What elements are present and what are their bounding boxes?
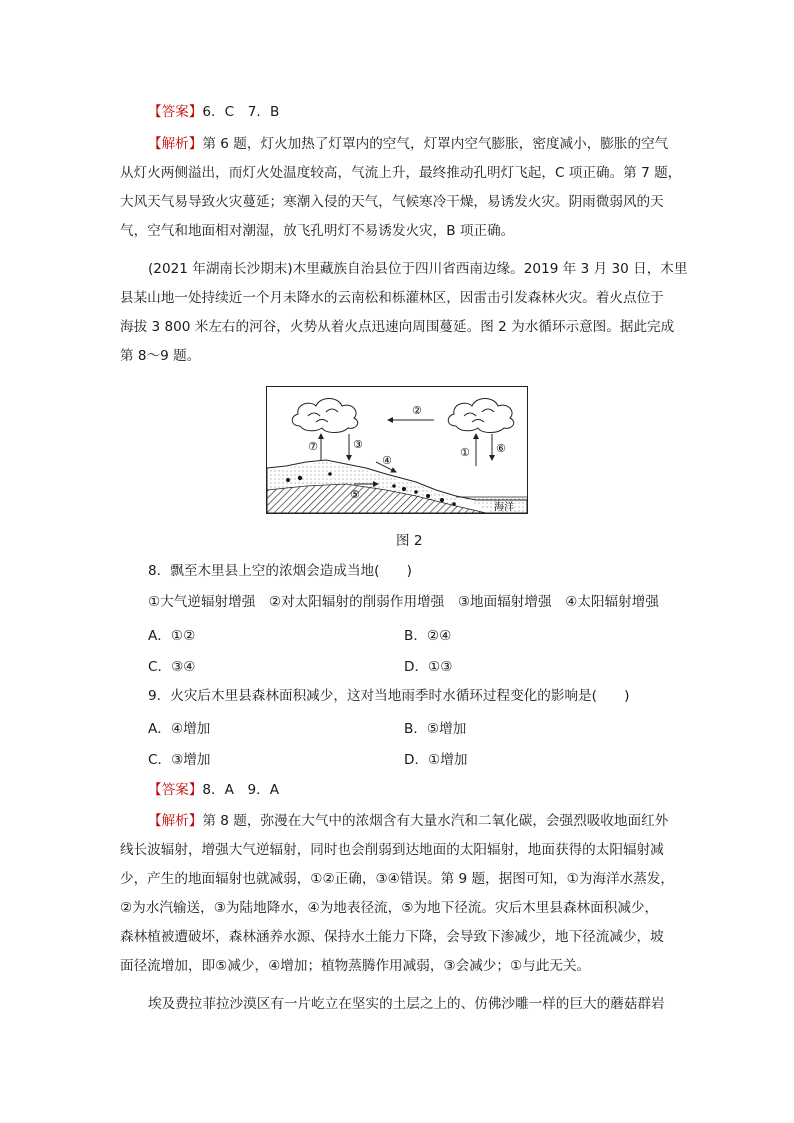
label-7: ⑦: [308, 440, 318, 453]
label-1: ①: [460, 446, 470, 459]
answer-text-2: 8．A 9．A: [202, 782, 280, 798]
water-cycle-diagram: [266, 386, 528, 514]
answer-line: [148, 102, 279, 122]
intro-line-4: 第 8～9 题。: [120, 348, 201, 364]
next-paragraph: 埃及费拉菲拉沙漠区有一片屹立在坚实的土层之上的、仿佛沙雕一样的巨大的蘑菇群岩: [148, 996, 665, 1012]
intro-line-2: 县某山地一处持续近一个月未降水的云南松和栎灌林区，因雷击引发森林火灾。着火点位于: [120, 290, 664, 306]
answer-tag: 【答案】: [148, 104, 203, 120]
q8-statements: ①大气逆辐射增强 ②对太阳辐射的削弱作用增强 ③地面辐射增强 ④太阳辐射增强: [148, 594, 659, 610]
label-5: ⑤: [350, 488, 360, 501]
q8-option-d[interactable]: D．①③: [404, 659, 453, 675]
analysis-tag-2: 【解析】: [148, 813, 203, 829]
analysis2-line-3: 少，产生的地面辐射也就减弱，①②正确，③④错误。第 9 题，据图可知，①为海洋水蒸发，: [120, 871, 675, 887]
analysis-line-2: 从灯火两侧溢出，而灯火处温度较高，气流上升，最终推动孔明灯飞起，C 项正确。第 7 题，: [120, 165, 682, 181]
q9-option-b[interactable]: B．⑤增加: [404, 721, 467, 737]
analysis2-line-6: 面径流增加，即⑤减少，④增加；植物蒸腾作用减弱，③会减少；①与此无关。: [120, 958, 591, 974]
sea-label: 海洋: [494, 502, 514, 513]
q8-stem: 8．飘至木里县上空的浓烟会造成当地( ): [148, 563, 412, 579]
analysis-line-4: 气，空气和地面相对潮湿，放飞孔明灯不易诱发火灾，B 项正确。: [120, 223, 515, 239]
analysis-text: 第 6 题，灯火加热了灯罩内的空气，灯罩内空气膨胀，密度减小，膨胀的空气: [202, 136, 669, 152]
q9-option-c[interactable]: C．③增加: [148, 752, 211, 768]
label-6: ⑥: [496, 442, 506, 455]
q9-stem: 9．火灾后木里县森林面积减少，这对当地雨季时水循环过程变化的影响是( ): [148, 688, 630, 704]
intro-line-1: (2021 年湖南长沙期末)木里藏族自治县位于四川省西南边缘。2019 年 3 月 30 日，木里: [148, 261, 688, 277]
analysis-line-3: 大风天气易导致火灾蔓延；寒潮入侵的天气，气候寒冷干燥，易诱发火灾。阴雨微弱风的天: [120, 194, 664, 210]
q8-option-a[interactable]: A．①②: [148, 628, 196, 644]
label-2: ②: [412, 404, 422, 417]
q8-option-b[interactable]: B．②④: [404, 628, 452, 644]
answer-text: 6．C 7．B: [202, 104, 280, 120]
analysis2-line-5: 森林植被遭破坏，森林涵养水源、保持水土能力下降，会导致下渗减少，地下径流减少，坡: [120, 929, 664, 945]
answer-line-2: [148, 780, 279, 800]
analysis-tag: 【解析】: [148, 136, 203, 152]
figure-caption: 图 2: [396, 533, 423, 549]
analysis-line-1: [148, 134, 668, 154]
q9-option-d[interactable]: D．①增加: [404, 752, 468, 768]
label-3: ③: [353, 438, 363, 451]
intro-line-3: 海拔 3 800 米左右的河谷，火势从着火点迅速向周围蔓延。图 2 为水循环示意图。据此完成: [120, 319, 675, 335]
q8-option-c[interactable]: C．③④: [148, 659, 196, 675]
q9-option-a[interactable]: A．④增加: [148, 721, 211, 737]
answer-tag-2: 【答案】: [148, 782, 203, 798]
analysis2-line-4: ②为水汽输送，③为陆地降水，④为地表径流，⑤为地下径流。灾后木里县森林面积减少，: [120, 900, 659, 916]
analysis2-line-1: [148, 811, 668, 831]
analysis2-line-2: 线长波辐射，增强大气逆辐射，同时也会削弱到达地面的太阳辐射，地面获得的太阳辐射减: [120, 842, 664, 858]
analysis2-text: 第 8 题，弥漫在大气中的浓烟含有大量水汽和二氧化碳，会强烈吸收地面红外: [202, 813, 669, 829]
label-4: ④: [382, 454, 392, 467]
